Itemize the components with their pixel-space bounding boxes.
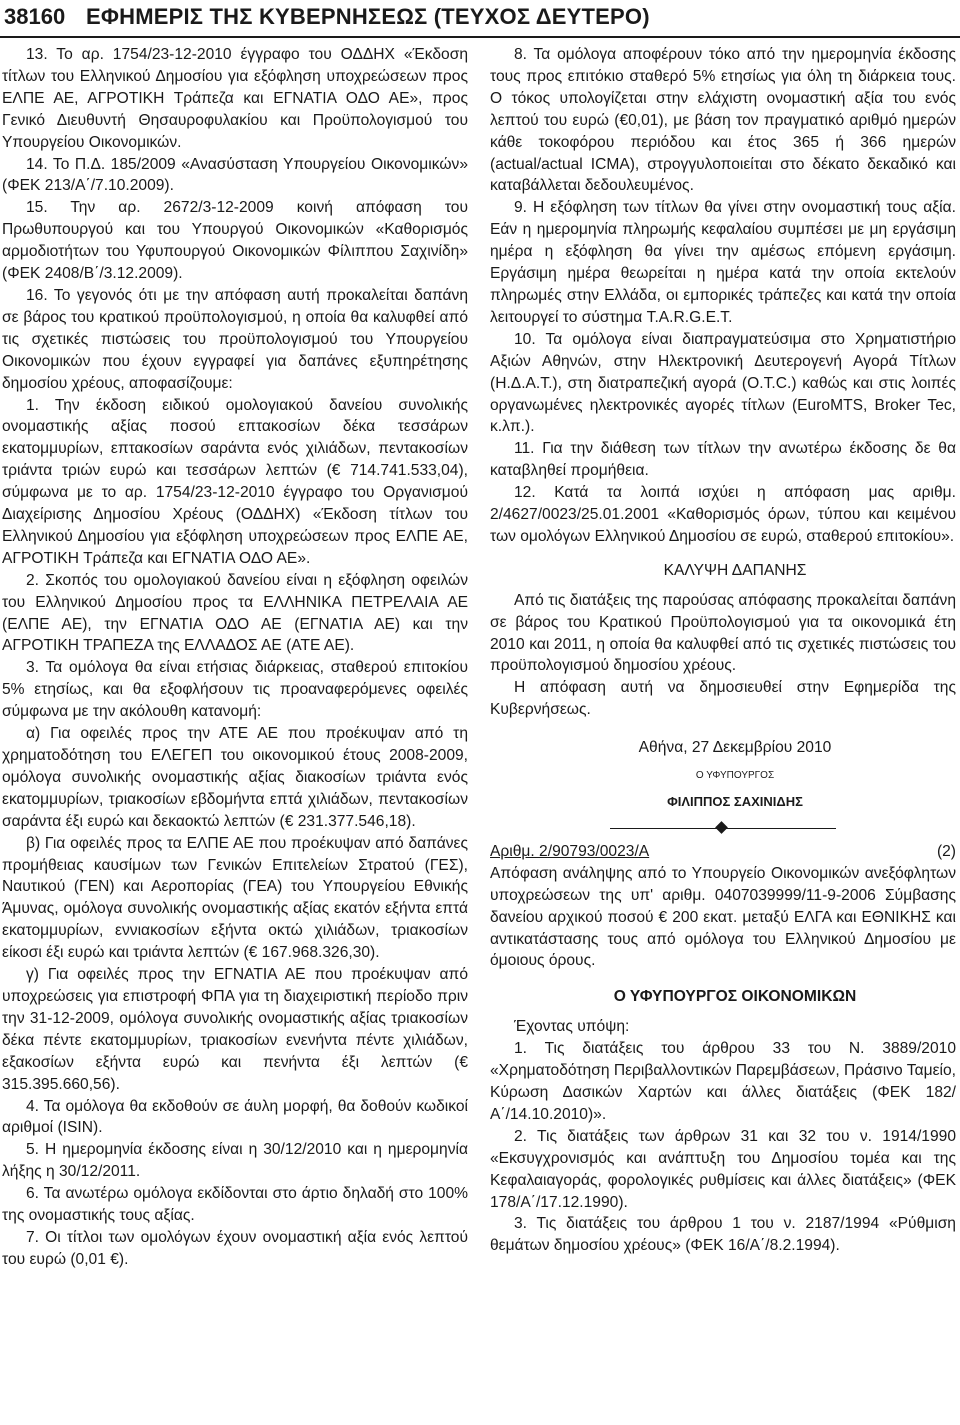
paragraph: 9. Η εξόφληση των τίτλων θα γίνει στην ονομαστική τους αξία. Εάν η ημερομηνία πληρωμής κεφαλαίου συμπέσει με μη εργάσιμη ημέρα η εξόφληση θα γίνει την αμέσως επόμενη εργάσιμη. Εργάσιμη ημέρα θεωρείται η ημέρα κατά την οποία εκτελούν πληρωμές στην Ελλάδα, οι εμπορικές τράπεζες και κατά την οποία λειτουργεί το σύστημα T.A.R.G.E.T. [490,199,956,326]
decision-number: Αριθμ. 2/90793/0023/Α [490,842,650,860]
right-column [490,44,956,1257]
signer-role: Ο ΥΦΥΠΟΥΡΓΟΣ [695,770,775,782]
decision-reference [490,841,956,863]
paragraph: 2. Σκοπός του ομολογιακού δανείου είναι η εξόφληση οφειλών του Ελληνικού Δημοσίου προς τα ΕΛΛΗΝΙΚΑ ΠΕΤΡΕΛΑΙΑ ΑΕ (ΕΛΠΕ ΑΕ), την ΕΓΝΑΤΙΑ ΟΔΟ ΑΕ (ΕΓΝΑΤΙΑ ΑΕ) και την ΑΓΡΟΤΙΚΗ ΤΡΑΠΕΖΑ της ΕΛΛΑΔΟΣ ΑΕ (ΑΤΕ ΑΕ). [2,571,468,655]
paragraph: 11. Για την διάθεση των τίτλων την ανωτέρω έκδοσης δε θα καταβληθεί προμήθεια. [490,440,956,480]
paragraph: 10. Τα ομόλογα είναι διαπραγματεύσιμα στο Χρηματιστήριο Αξιών Αθηνών, στην Ηλεκτρονική Δευτερογενή Αγορά Τίτλων (Η.Δ.Α.Τ.), στη διατραπεζική αγορά (Ο.Τ.C.) καθώς και στις λοιπές οργανωμένες ηλεκτρονικές αγορές τίτλων (EuroMTS, Broker Tec, κ.λπ.). [490,330,956,436]
paragraph: 16. Το γεγονός ότι με την απόφαση αυτή προκαλείται δαπάνη σε βάρος του κρατικού προϋπολογισμού, η οποία θα καλυφθεί από τις σχετικές πιστώσεις του προϋπολογισμού του Υπουργείου Οικονομικών που έχουν εγγραφεί για δαπάνες εξυπηρέτησης δημοσίου χρέους, αποφασίζουμε: [2,286,468,392]
paragraph: 15. Την αρ. 2672/3-12-2009 κοινή απόφαση του Πρωθυπουργού και του Υπουργού Οικονομικών «Καθορισμός αρμοδιοτήτων του Υφυπουργού Οικονομικών Φίλιππου Σαχινίδη» (ΦΕΚ 2408/Β΄/3.12.2009). [2,199,468,283]
expense-heading: ΚΑΛΥΨΗ ΔΑΠΑΝΗΣ [663,561,807,579]
paragraph: 7. Οι τίτλοι των ομολόγων έχουν ονομαστική αξία ενός λεπτού του ευρώ (0,01 €). [2,1228,468,1268]
paragraph: α) Για οφειλές προς την ΑΤΕ ΑΕ που προέκυψαν από τη χρηματοδότηση του ΕΛΕΓΕΠ του οικονομικού έτους 2008-2009, ομόλογα συνολικής ονομαστικής αξίας διακοσίων τριάντα ενός εκατομμυρίων, τριακοσίων εβδομήντα επτά χιλιάδων, πεντακοσίων σαράντα έξι ευρώ και δεκαοκτώ λεπτών (€ 231.377.546,18). [2,725,468,830]
decision-title: Απόφαση ανάληψης από το Υπουργείο Οικονομικών ανεξόφλητων υποχρεώσεων της υπ' αριθμ. 0407039999/11-9-2006 Σύμβασης δανείου αρχικού ποσού € 200 εκατ. μεταξύ ΕΛΓΑ και ΕΘΝΙΚΗΣ και αντικατάστασης τους από ομόλογα του Ελληνικού Δημοσίου με όμοιους όρους. [490,864,956,970]
signer-name: ΦΙΛΙΠΠΟΣ ΣΑΧΙΝΙΔΗΣ [667,794,803,809]
paragraph: Από τις διατάξεις της παρούσας απόφασης προκαλείται δαπάνη σε βάρος του Κρατικού Προϋπολογισμού για τα οικονομικά έτη 2010 και 2011, η οποία θα καλυφθεί από τις σχετικές πιστώσεις του προϋπολογισμού δημοσίου χρέους. [490,591,956,675]
page-number: 38160 [4,4,66,29]
paragraph: β) Για οφειλές προς τα ΕΛΠΕ ΑΕ που προέκυψαν από δαπάνες προμήθειας καυσίμων των Γενικών Επιτελείων Στρατού (ΓΕΣ), Ναυτικού (ΓΕΝ) και Αεροπορίας (ΓΕΑ) του Υπουργείου Εθνικής Άμυνας, ομόλογα συνολικής ονομαστικής αξίας εκατόν εξήντα επτά εκατομμυρίων, εννιακοσίων εξήντα οκτώ χιλιάδων, τριακοσίων είκοσι έξι ευρώ και τριάντα λεπτών (€ 167.968.326,30). [2,834,468,962]
paragraph: 14. Το Π.Δ. 185/2009 «Ανασύσταση Υπουργείου Οικονομικών» (ΦΕΚ 213/Α΄/7.10.2009). [2,155,468,195]
gazette-title: ΕΦΗΜΕΡΙΣ ΤΗΣ ΚΥΒΕΡΝΗΣΕΩΣ (ΤΕΥΧΟΣ ΔΕΥΤΕΡΟ) [86,4,650,29]
left-column [2,44,468,1271]
paragraph: 4. Τα ομόλογα θα εκδοθούν σε άυλη μορφή, θα δοθούν κωδικοί αριθμοί (ISIN). [2,1097,468,1137]
paragraph: 13. Το αρ. 1754/23-12-2010 έγγραφο του ΟΔΔΗΧ «Έκδοση τίτλων του Ελληνικού Δημοσίου για εξόφληση υποχρεώσεων προς ΕΛΠΕ ΑΕ, ΑΓΡΟΤΙΚΗ Τράπεζα και ΕΓΝΑΤΙΑ ΟΔΟ ΑΕ», προς Γενικό Διευθυντή Θησαυροφυλακίου και Προϋπολογισμού του Υπουργείου Οικονομικών. [2,46,468,151]
section-divider [490,819,956,837]
header-rule [0,36,960,38]
paragraph: 2. Τις διατάξεις των άρθρων 31 και 32 του ν. 1914/1990 «Εκσυγχρονισμός και ανάπτυξη του Δημοσίου τομέα και της Κεφαλαιαγοράς, φορολογικές ρυθμίσεις και άλλες διατάξεις» (ΦΕΚ 178/Α΄/17.12.1990). [490,1127,956,1211]
place-date: Αθήνα, 27 Δεκεμβρίου 2010 [638,739,832,757]
paragraph: 8. Τα ομόλογα αποφέρουν τόκο από την ημερομηνία έκδοσης τους προς επιτόκιο σταθερό 5% ετησίως για όλη τη διάρκεια τους. Ο τόκος υπολογίζεται στην ελάχιστη ονομαστική αξία του ενός λεπτού του ευρώ (€0,01), με βάση τον πραγματικό αριθμό ημερών κάθε τοκοφόρου περιόδου και έτος 365 ή 366 ημερών (actual/actual ICMA), στρογγυλοποιείται στο δέκατο δεκαδικό και καταβάλλεται δεδουλευμένος. [490,46,956,195]
paragraph: 12. Κατά τα λοιπά ισχύει η απόφαση μας αριθμ. 2/4627/0023/25.01.2001 «Καθορισμός όρων, τύπου και κειμένου των ομολόγων Ελληνικού Δημοσίου σε ευρώ, σταθερού επιτοκίου». [490,484,956,545]
diamond-ornament-icon [715,821,728,834]
paragraph: 3. Τα ομόλογα θα είναι ετήσιας διάρκειας, σταθερού επιτοκίου 5% ετησίως, και θα εξοφλήσουν τις προαναφερόμενες οφειλές σύμφωνα με την ακόλουθη κατανομή: [2,659,468,721]
minister-heading: Ο ΥΦΥΠΟΥΡΓΟΣ ΟΙΚΟΝΟΜΙΚΩΝ [613,988,857,1006]
decision-index: (2) [936,842,956,860]
paragraph: 6. Τα ανωτέρω ομόλογα εκδίδονται στο άρτιο δηλαδή στο 100% της ονομαστικής τους αξίας. [2,1185,468,1225]
paragraph: 1. Τις διατάξεις του άρθρου 33 του Ν. 3889/2010 «Χρηματοδότηση Περιβαλλοντικών Παρεμβάσεων, Πράσινο Ταμείο, Κύρωση Δασικών Χαρτών και άλλες διατάξεις (ΦΕΚ 182/Α΄/14.10.2010)». [490,1040,956,1123]
paragraph: 5. Η ημερομηνία έκδοσης είναι η 30/12/2010 και η ημερομηνία λήξης η 30/12/2011. [2,1141,468,1181]
paragraph: Η απόφαση αυτή να δημοσιευθεί στην Εφημερίδα της Κυβερνήσεως. [490,679,956,719]
paragraph: 3. Τις διατάξεις του άρθρου 1 του ν. 2187/1994 «Ρύθμιση θεμάτων δημοσίου χρέους» (ΦΕΚ 16/Α΄/8.2.1994). [490,1215,956,1255]
page-header [0,0,960,40]
paragraph: 1. Την έκδοση ειδικού ομολογιακού δανείου συνολικής ονομαστικής αξίας ποσού επτακοσίων δέκα τεσσάρων εκατομμυρίων, επτακοσίων σαράντα ενός χιλιάδων, πεντακοσίων τριάντα τριών ευρώ και τεσσάρων λεπτών (€ 714.741.533,04), σύμφωνα με το αρ. 1754/23-12-2010 έγγραφο του Οργανισμού Διαχείρισης Δημοσίου Χρέους (ΟΔΔΗΧ) «Έκδοση τίτλων του Ελληνικού Δημοσίου για εξόφληση υποχρεώσεων προς ΕΛΠΕ ΑΕ, ΑΓΡΟΤΙΚΗ Τράπεζα και ΕΓΝΑΤΙΑ ΟΔΟ ΑΕ». [2,396,468,567]
paragraph: γ) Για οφειλές προς την ΕΓΝΑΤΙΑ ΑΕ που προέκυψαν από υποχρεώσεις για επιστροφή ΦΠΑ για τη διαχειριστική περίοδο πριν την 31-12-2009, ομόλογα συνολικής ονομαστικής αξίας τριακοσίων δέκα πέντε εκατομμυρίων, τριακοσίων ενενήντα πέντε χιλιάδων, εξακοσίων εξήντα ευρώ και πενήντα έξι λεπτών (€ 315.395.660,56). [2,966,468,1093]
having-regard: Έχοντας υπόψη: [514,1018,630,1036]
